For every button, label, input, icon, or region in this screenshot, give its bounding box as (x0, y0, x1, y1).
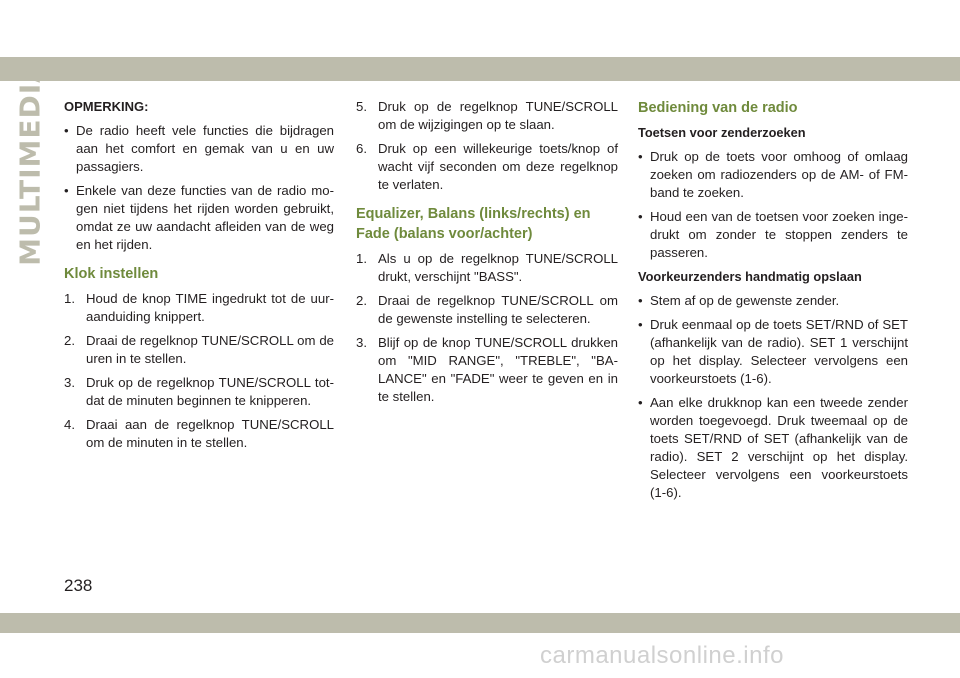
step-item: 1. Houd de knop TIME ingedrukt tot de uuraanduiding knippert. (64, 291, 334, 324)
section-heading-radio: Bediening van de radio (638, 100, 798, 116)
step-item: 4. Draai aan de regelknop TUNE/SCROLL om de minuten in te stellen. (64, 417, 334, 450)
section-heading-clock: Klok instellen (64, 266, 159, 282)
list-item: • Houd een van de toetsen voor zoeken ingedrukt om zonder te stoppen zenders te passeren. (638, 209, 908, 260)
step-item: 6. Druk op een willekeurige toets/knop of wacht vijf seconden om deze regelknop te verlaten. (356, 141, 618, 192)
step-item: 5. Druk op de regelknop TUNE/SCROLL om de wijzigingen op te slaan. (356, 99, 618, 132)
header-bar (0, 0, 960, 90)
column-3 (638, 98, 908, 508)
list-item: • Aan elke drukknop kan een tweede zender worden toegevoegd. Druk tweemaal op de toets SET/RND of SET (afhankelijk van de radio). SET 2 verschijnt op het display. Selecteer vervolgens een voorkeurstoets (1-6). (638, 395, 908, 500)
header-band (0, 57, 960, 81)
section-heading-equalizer: Equalizer, Balans (links/rechts) en Fade (balans voor/achter) (356, 206, 591, 242)
list-item: • Druk op de toets voor omhoog of omlaag zoeken om radiozenders op de AM- of FM-band te zoeken. (638, 149, 908, 200)
section-side-tab (8, 59, 52, 266)
step-item: 3. Blijf op de knop TUNE/SCROLL drukken om "MID RANGE", "TREBLE", "BALANCE" en "FADE" weer te geven en in te stellen. (356, 335, 618, 404)
subheading-seek: Toetsen voor zenderzoeken (638, 125, 806, 140)
note-title: OPMERKING: (64, 99, 149, 114)
column-1 (64, 98, 334, 458)
footer-band (0, 613, 960, 633)
step-item: 1. Als u op de regelknop TUNE/SCROLL drukt, verschijnt "BASS". (356, 251, 618, 284)
watermark: carmanualsonline.info (540, 642, 784, 669)
step-item: 2. Draai de regelknop TUNE/SCROLL om de uren in te stellen. (64, 333, 334, 366)
subheading-presets: Voorkeurzenders handmatig opslaan (638, 269, 862, 284)
step-item: 3. Druk op de regelknop TUNE/SCROLL totdat de minuten beginnen te knipperen. (64, 375, 334, 408)
list-item: • Druk eenmaal op de toets SET/RND of SET (afhankelijk van de radio). SET 1 verschijnt op het display. Selecteer vervolgens een voorkeurstoets (1-6). (638, 317, 908, 386)
note-bullet: • De radio heeft vele functies die bijdragen aan het comfort en gemak van u en uw passagiers. (64, 123, 334, 174)
page-number: 238 (64, 576, 93, 595)
column-2 (356, 98, 618, 412)
list-item: • Stem af op de gewenste zender. (638, 293, 840, 308)
note-bullet: • Enkele van deze functies van de radio mogen niet tijdens het rijden worden gebruikt, omdat ze uw aandacht afleiden van de weg en het rijden. (64, 183, 334, 252)
side-tab-label: MULTIMEDIA (13, 59, 47, 266)
step-item: 2. Draai de regelknop TUNE/SCROLL om de gewenste instelling te selecteren. (356, 293, 618, 326)
